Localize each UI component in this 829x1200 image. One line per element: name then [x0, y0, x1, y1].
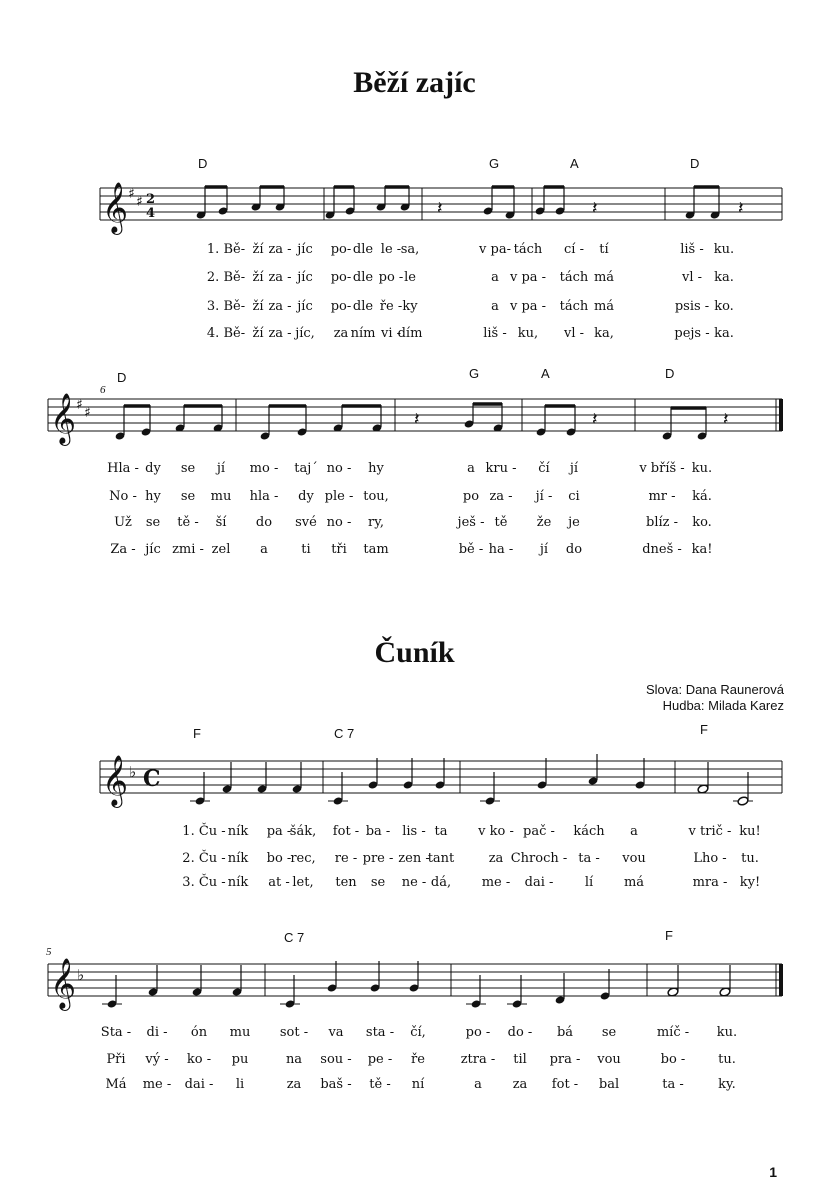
lyric-syllable: me - — [142, 1077, 172, 1092]
chord-symbol: F — [193, 726, 201, 741]
lyric-syllable: vl - — [681, 270, 703, 285]
chord-symbol: D — [665, 366, 675, 381]
lyric-syllable: re - — [334, 851, 358, 866]
chord-symbol: D — [117, 370, 127, 385]
lyric-syllable: dím — [397, 326, 423, 341]
lyric-syllable: ci — [568, 489, 580, 504]
lyric-syllable: 3. Ču - — [182, 875, 226, 890]
music-credit: Hudba: Milada Karez — [662, 698, 784, 713]
lyric-syllable: mu — [210, 489, 232, 504]
lyric-syllable: jíc — [145, 542, 161, 557]
svg-text:𝄽: 𝄽 — [592, 409, 598, 430]
lyric-syllable: me - — [481, 875, 511, 890]
lyric-syllable: pu — [231, 1052, 249, 1067]
lyric-syllable: zel — [211, 542, 231, 557]
lyric-syllable: a — [467, 461, 475, 476]
lyric-syllable: sa, — [400, 242, 420, 257]
chord-symbol: G — [469, 366, 480, 381]
lyric-syllable: jí — [569, 461, 579, 476]
lyric-syllable: ka. — [714, 326, 734, 341]
lyric-syllable: do — [565, 542, 583, 557]
lyric-syllable: jíc, — [295, 326, 315, 341]
lyric-syllable: Sta - — [100, 1025, 132, 1040]
lyric-syllable: fot - — [332, 824, 360, 839]
svg-text:𝄽: 𝄽 — [738, 198, 744, 219]
lyric-syllable: di - — [146, 1025, 168, 1040]
chord-symbol: A — [570, 156, 579, 171]
lyric-syllable: bo - — [266, 851, 292, 866]
lyric-syllable: za - — [489, 489, 513, 504]
lyric-syllable: ky. — [718, 1077, 736, 1092]
svg-text:𝄽: 𝄽 — [723, 409, 729, 430]
lyric-syllable: Hla - — [107, 461, 139, 476]
lyric-syllable: a — [474, 1077, 482, 1092]
chord-symbol: C 7 — [284, 930, 305, 945]
chord-symbol: G — [489, 156, 500, 171]
lyric-syllable: se — [180, 489, 196, 504]
svg-text:𝄽: 𝄽 — [592, 198, 598, 219]
lyric-syllable: zmi - — [172, 542, 204, 557]
lyric-syllable: til — [513, 1052, 527, 1067]
lyric-syllable: jíc — [297, 242, 313, 257]
lyric-syllable: Při — [106, 1052, 126, 1067]
lyric-syllable: hy — [145, 489, 161, 504]
lyric-syllable: ník — [227, 851, 249, 866]
lyric-syllable: bá — [556, 1025, 574, 1040]
lyric-syllable: je — [568, 515, 580, 530]
lyric-syllable: taj´ — [294, 461, 318, 476]
lyric-syllable: blíz - — [645, 515, 679, 530]
lyric-syllable: ku. — [691, 461, 713, 476]
lyric-syllable: ží — [252, 242, 264, 257]
lyric-syllable: dy — [145, 461, 161, 476]
lyric-syllable: dle — [352, 299, 374, 314]
lyric-syllable: ní — [411, 1077, 425, 1092]
lyric-syllable: 2. Bě- — [206, 270, 246, 285]
lyric-syllable: šák, — [289, 824, 317, 839]
lyric-syllable: v pa- — [479, 242, 511, 257]
lyric-syllable: 4. Bě- — [206, 326, 246, 341]
lyric-syllable: mr - — [648, 489, 676, 504]
svg-text:𝄞: 𝄞 — [50, 393, 77, 444]
lyric-syllable: 1. Bě- — [206, 242, 246, 257]
lyric-syllable: za — [286, 1077, 302, 1092]
lyric-syllable: za — [512, 1077, 528, 1092]
lyric-syllable: Už — [114, 515, 132, 530]
lyric-syllable: že — [536, 515, 552, 530]
lyric-syllable: dai - — [524, 875, 554, 890]
lyric-syllable: tí — [599, 242, 609, 257]
lyric-syllable: cí - — [564, 242, 584, 257]
lyric-syllable: za — [333, 326, 349, 341]
lyric-syllable: kru - — [485, 461, 517, 476]
lyric-syllable: ře — [411, 1052, 425, 1067]
lyric-syllable: 1. Ču - — [182, 824, 226, 839]
lyric-syllable: dy — [298, 489, 314, 504]
lyric-syllable: ba - — [365, 824, 391, 839]
svg-text:𝄽: 𝄽 — [437, 198, 443, 219]
lyric-syllable: ta - — [578, 851, 600, 866]
lyric-syllable: tam — [363, 542, 389, 557]
measure-number: 6 — [100, 384, 106, 396]
lyric-syllable: ješ - — [457, 515, 485, 530]
lyric-syllable: lí — [584, 875, 594, 890]
svg-text:♭: ♭ — [77, 966, 85, 984]
lyric-syllable: tu. — [718, 1052, 736, 1067]
lyric-syllable: za - — [268, 299, 292, 314]
lyric-syllable: ti — [301, 542, 311, 557]
lyric-syllable: tách — [559, 299, 589, 314]
svg-text:C: C — [143, 766, 161, 792]
lyric-syllable: ží — [252, 326, 264, 341]
lyric-syllable: má — [593, 270, 615, 285]
lyric-syllable: pra - — [549, 1052, 581, 1067]
chord-symbol: F — [700, 722, 708, 737]
lyric-syllable: jí - — [535, 489, 553, 504]
lyric-syllable: míč - — [656, 1025, 690, 1040]
lyric-syllable: jíc — [297, 270, 313, 285]
lyric-syllable: se — [601, 1025, 617, 1040]
lyric-syllable: bo - — [660, 1052, 686, 1067]
lyric-syllable: v pa - — [509, 299, 547, 314]
lyric-syllable: bě - — [458, 542, 484, 557]
lyric-syllable: dle — [352, 242, 374, 257]
lyric-syllable: své — [295, 515, 317, 530]
lyric-syllable: vi - — [380, 326, 402, 341]
lyric-syllable: tách — [513, 242, 543, 257]
lyric-syllable: po- — [330, 270, 352, 285]
lyric-syllable: ží — [252, 299, 264, 314]
lyric-syllable: ko - — [186, 1052, 212, 1067]
lyric-syllable: ší — [215, 515, 227, 530]
chord-symbol: D — [690, 156, 700, 171]
lyric-syllable: za — [488, 851, 504, 866]
lyric-syllable: do - — [507, 1025, 533, 1040]
lyric-syllable: hla - — [249, 489, 279, 504]
lyric-syllable: a — [491, 270, 499, 285]
svg-text:♯: ♯ — [136, 194, 143, 210]
lyric-syllable: tou, — [363, 489, 389, 504]
lyric-syllable: liš - — [680, 242, 704, 257]
svg-text:♯: ♯ — [76, 397, 83, 413]
chord-symbol: D — [198, 156, 208, 171]
lyric-syllable: na — [285, 1052, 303, 1067]
lyric-syllable: ha - — [488, 542, 514, 557]
lyric-syllable: no - — [326, 515, 352, 530]
lyric-syllable: ky — [402, 299, 418, 314]
lyric-syllable: sta - — [365, 1025, 395, 1040]
lyric-syllable: ka, — [594, 326, 614, 341]
lyric-syllable: ká. — [692, 489, 712, 504]
lyric-syllable: vý - — [145, 1052, 169, 1067]
lyric-syllable: 2. Ču - — [182, 851, 226, 866]
lyric-syllable: ku. — [713, 242, 735, 257]
lyric-syllable: má — [623, 875, 645, 890]
lyric-syllable: po- — [330, 242, 352, 257]
lyric-syllable: lis - — [402, 824, 426, 839]
lyric-syllable: mra - — [692, 875, 728, 890]
lyric-syllable: baš - — [320, 1077, 352, 1092]
lyric-syllable: sou - — [320, 1052, 352, 1067]
lyric-syllable: dneš - — [642, 542, 682, 557]
lyric-syllable: v pa - — [509, 270, 547, 285]
lyric-syllable: ko. — [692, 515, 712, 530]
lyric-syllable: pe - — [367, 1052, 393, 1067]
lyric-syllable: po- — [330, 299, 352, 314]
lyric-syllable: ón — [190, 1025, 208, 1040]
lyric-syllable: a — [491, 299, 499, 314]
svg-text:♭: ♭ — [129, 763, 137, 781]
lyric-syllable: za - — [268, 242, 292, 257]
lyric-syllable: mo - — [249, 461, 279, 476]
lyric-syllable: pejs - — [674, 326, 710, 341]
lyric-syllable: ten — [335, 875, 357, 890]
lyric-syllable: v bříš - — [639, 461, 685, 476]
lyric-syllable: No - — [109, 489, 137, 504]
lyric-syllable: ta — [434, 824, 448, 839]
lyric-syllable: jí — [539, 542, 549, 557]
lyric-syllable: za - — [268, 326, 292, 341]
lyric-syllable: Má — [105, 1077, 127, 1092]
lyric-syllable: tě - — [369, 1077, 391, 1092]
lyric-syllable: fot - — [551, 1077, 579, 1092]
lyric-syllable: hy — [368, 461, 384, 476]
lyric-syllable: se — [370, 875, 386, 890]
lyric-syllable: ka. — [714, 270, 734, 285]
lyric-syllable: se — [145, 515, 161, 530]
lyric-syllable: tu. — [741, 851, 759, 866]
lyric-syllable: pač - — [523, 824, 555, 839]
svg-text:♯: ♯ — [128, 186, 135, 202]
lyric-syllable: 3. Bě- — [206, 299, 246, 314]
lyric-syllable: ník — [227, 824, 249, 839]
lyric-syllable: liš - — [483, 326, 507, 341]
lyric-syllable: dá, — [430, 875, 452, 890]
lyric-syllable: po - — [378, 270, 404, 285]
svg-text:4: 4 — [146, 206, 156, 221]
lyric-syllable: pre - — [362, 851, 394, 866]
lyric-syllable: ním — [350, 326, 376, 341]
lyric-syllable: za - — [268, 270, 292, 285]
chord-symbol: C 7 — [334, 726, 355, 741]
lyric-syllable: vou — [622, 851, 646, 866]
lyric-syllable: ře - — [379, 299, 403, 314]
lyric-syllable: v ko - — [478, 824, 514, 839]
lyric-syllable: vl - — [563, 326, 585, 341]
lyric-syllable: ta - — [662, 1077, 684, 1092]
lyric-syllable: pa - — [266, 824, 292, 839]
lyric-syllable: a — [260, 542, 268, 557]
lyric-syllable: ku. — [716, 1025, 738, 1040]
lyric-syllable: let, — [292, 875, 314, 890]
lyric-syllable: le — [404, 270, 416, 285]
lyric-syllable: po — [462, 489, 480, 504]
svg-text:2: 2 — [146, 192, 156, 207]
lyric-syllable: rec, — [290, 851, 316, 866]
lyric-syllable: ky! — [739, 875, 761, 890]
chord-symbol: A — [541, 366, 550, 381]
song-title: Běží zajíc — [353, 66, 476, 99]
song-title: Čuník — [374, 636, 455, 669]
svg-text:𝄞: 𝄞 — [50, 958, 77, 1009]
lyric-syllable: bal — [598, 1077, 620, 1092]
lyric-syllable: ztra - — [460, 1052, 496, 1067]
lyric-syllable: zen - — [398, 851, 430, 866]
lyric-syllable: kách — [573, 824, 605, 839]
lyric-syllable: ple - — [324, 489, 354, 504]
lyric-syllable: ku! — [739, 824, 761, 839]
lyric-syllable: psis - — [674, 299, 710, 314]
lyrics-credit: Slova: Dana Raunerová — [645, 682, 784, 697]
lyric-syllable: v trič - — [688, 824, 732, 839]
lyric-syllable: tant — [427, 851, 455, 866]
lyric-syllable: va — [328, 1025, 344, 1040]
chord-symbol: F — [665, 928, 673, 943]
lyric-syllable: dle — [352, 270, 374, 285]
lyric-syllable: sot - — [279, 1025, 309, 1040]
lyric-syllable: dai - — [184, 1077, 214, 1092]
lyric-syllable: čí — [538, 461, 550, 476]
lyric-syllable: mu — [229, 1025, 251, 1040]
lyric-syllable: po - — [465, 1025, 491, 1040]
lyric-syllable: tři — [331, 542, 347, 557]
lyric-syllable: a — [630, 824, 638, 839]
lyric-syllable: no - — [326, 461, 352, 476]
lyric-syllable: tě - — [177, 515, 199, 530]
lyric-syllable: le - — [380, 242, 402, 257]
lyric-syllable: ry, — [368, 515, 384, 530]
lyric-syllable: tě — [494, 515, 508, 530]
lyric-syllable: se — [180, 461, 196, 476]
lyric-syllable: jí — [216, 461, 226, 476]
lyric-syllable: do — [255, 515, 273, 530]
lyric-syllable: čí, — [410, 1025, 426, 1040]
page-number: 1 — [769, 1164, 777, 1180]
lyric-syllable: ko. — [714, 299, 734, 314]
svg-text:𝄽: 𝄽 — [414, 409, 420, 430]
lyric-syllable: li — [235, 1077, 245, 1092]
lyric-syllable: vou — [597, 1052, 621, 1067]
lyric-syllable: ku, — [517, 326, 539, 341]
lyric-syllable: Chroch - — [510, 851, 568, 866]
lyric-syllable: jíc — [297, 299, 313, 314]
lyric-syllable: ne - — [401, 875, 427, 890]
lyric-syllable: má — [593, 299, 615, 314]
lyric-syllable: Lho - — [693, 851, 727, 866]
svg-text:𝄞: 𝄞 — [102, 755, 129, 806]
svg-text:𝄞: 𝄞 — [102, 182, 129, 233]
lyric-syllable: ka! — [691, 542, 713, 557]
lyric-syllable: Za - — [110, 542, 136, 557]
lyric-syllable: tách — [559, 270, 589, 285]
lyric-syllable: ží — [252, 270, 264, 285]
measure-number: 5 — [46, 946, 52, 958]
svg-text:♯: ♯ — [84, 405, 91, 421]
lyric-syllable: at - — [268, 875, 290, 890]
lyric-syllable: ník — [227, 875, 249, 890]
